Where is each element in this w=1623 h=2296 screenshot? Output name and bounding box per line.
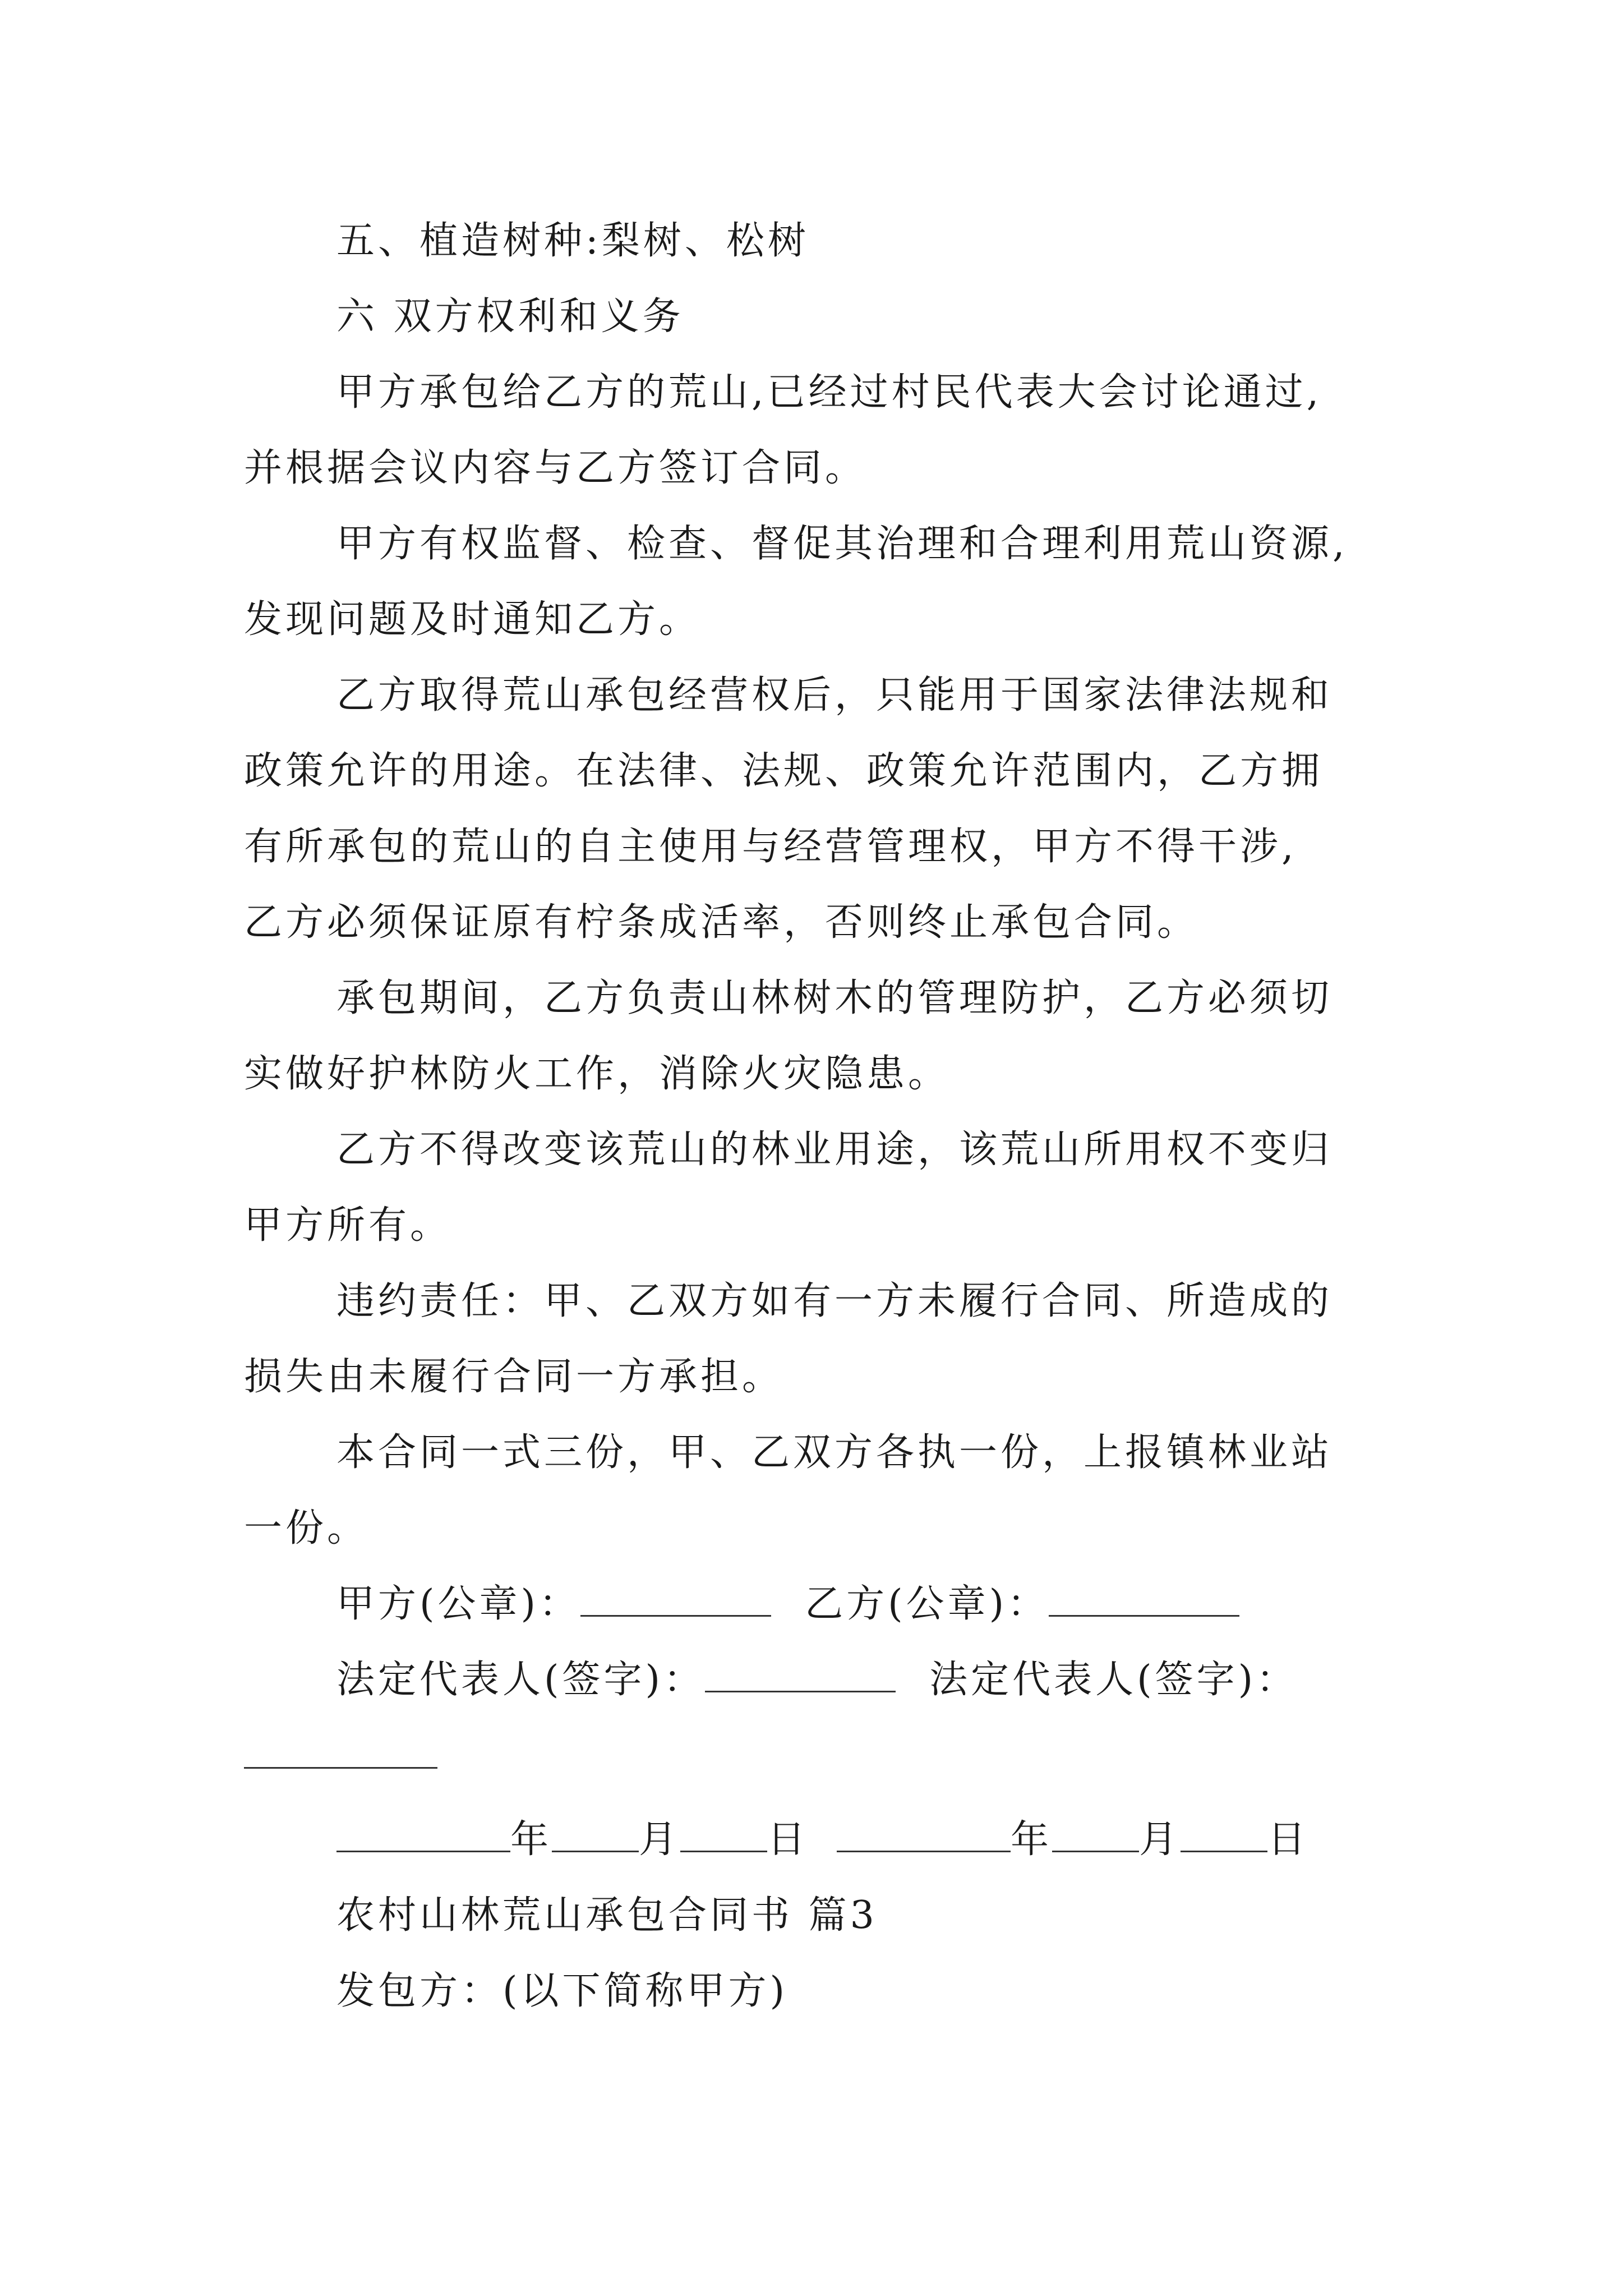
paragraph-line: 政策允许的用途。在法律、法规、政策允许范围内，乙方拥 [244, 749, 1324, 793]
day-a-label: 日 [767, 1818, 809, 1862]
party-a-seal-blank [580, 1585, 771, 1617]
party-b-seal-blank [1049, 1585, 1239, 1617]
day-b-blank [1181, 1820, 1267, 1852]
paragraph-line: 发现问题及时通知乙方。 [244, 597, 701, 642]
representative-line [336, 1655, 1298, 1705]
paragraph-line: 甲方承包给乙方的荒山,已经过村民代表大会讨论通过, [336, 370, 1322, 415]
paragraph-line: 本合同一式三份，甲、乙双方各执一份，上报镇林业站 [336, 1430, 1333, 1475]
party-a-seal-label: 甲方(公章)： [336, 1582, 581, 1626]
paragraph-line: 承包期间，乙方负责山林树木的管理防护，乙方必须切 [336, 976, 1333, 1020]
paragraph-line: 一份。 [244, 1506, 369, 1550]
month-a-label: 月 [639, 1818, 681, 1862]
date-line [336, 1815, 1309, 1865]
paragraph-line: 违约责任：甲、乙双方如有一方未履行合同、所造成的 [336, 1279, 1333, 1323]
section-title: 农村山林荒山承包合同书 篇3 [336, 1893, 878, 1938]
paragraph-line: 乙方不得改变该荒山的林业用途，该荒山所用权不变归 [336, 1128, 1333, 1172]
month-b-blank [1052, 1820, 1139, 1852]
paragraph-line: 甲方所有。 [244, 1203, 452, 1248]
year-a-label: 年 [510, 1818, 552, 1862]
rep-b-blank [244, 1767, 437, 1769]
party-b-seal-label: 乙方(公章)： [805, 1582, 1049, 1626]
rep-a-blank [705, 1660, 896, 1692]
issuer-line: 发包方：(以下简称甲方) [336, 1969, 789, 2013]
day-a-blank [680, 1820, 767, 1852]
clause-rights-heading: 六 双方权利和义务 [336, 295, 684, 339]
paragraph-line: 并根据会议内容与乙方签订合同。 [244, 446, 867, 490]
month-a-blank [552, 1820, 639, 1852]
month-b-label: 月 [1139, 1818, 1181, 1862]
paragraph-line: 乙方取得荒山承包经营权后，只能用于国家法律法规和 [336, 673, 1333, 717]
rep-b-label: 法定代表人(签字)： [929, 1658, 1298, 1702]
seal-line [336, 1579, 1239, 1630]
year-b-blank [837, 1820, 1011, 1852]
year-b-label: 年 [1011, 1818, 1053, 1862]
paragraph-line: 损失由未履行合同一方承担。 [244, 1355, 784, 1399]
clause-tree-species: 五、植造树种:梨树、松树 [336, 219, 809, 263]
paragraph-line: 乙方必须保证原有柠条成活率，否则终止承包合同。 [244, 900, 1199, 945]
year-a-blank [336, 1820, 510, 1852]
rep-a-label: 法定代表人(签字)： [336, 1658, 706, 1702]
paragraph-line: 有所承包的荒山的自主使用与经营管理权，甲方不得干涉, [244, 825, 1297, 869]
paragraph-line: 甲方有权监督、检查、督促其治理和合理利用荒山资源, [336, 522, 1348, 566]
day-b-label: 日 [1267, 1818, 1310, 1862]
paragraph-line: 实做好护林防火工作，消除火灾隐患。 [244, 1052, 950, 1096]
